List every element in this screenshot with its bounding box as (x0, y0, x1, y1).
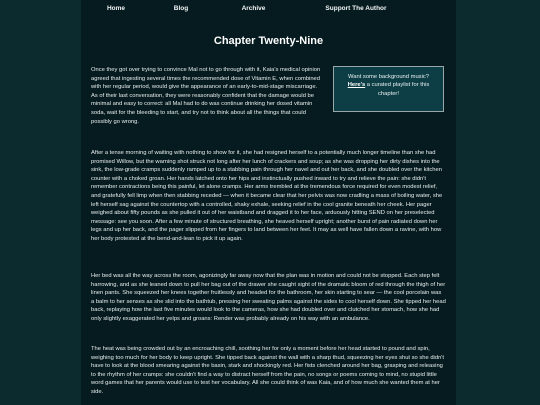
nav-home-link[interactable]: Home (106, 5, 126, 12)
paragraph-3: Her bed was all the way across the room, agonizingly far away now that the plan was in motion and could not be stopped. Each step felt harrowing, and as she leaned down to pull her bag out of the drawer she caught sight of the dramatic bloom of red through the thigh of her linen pants. She squeezed her knees together fruitlessly and headed for the bathroom, her skin starting to sear — the cool porcelain was a balm to her senses as she slid into the bathtub, pressing her sweating palms against the sides to cool herself down. She tipped her head back, replaying how the last five minutes would look to the cameras, how she had doubled over and clutched her stomach, how she had only slightly exaggerated her yelps and groans: Render was probably already on his way with an ambulance. (91, 273, 446, 322)
top-nav (81, 0, 456, 17)
chapter-title: Chapter Twenty-Nine (213, 35, 324, 47)
page-container (81, 0, 456, 405)
callout-question: Want some background music? (348, 74, 429, 80)
paragraph-2: After a tense morning of waiting with nothing to show for it, she had resigned herself to a potentially much longer timeline than she had promised Willow, but the warning shot struck not long after her lunch of crackers and soup; as she was dropping her dirty dishes into the sink, the low-grade cramps suddenly ramped up to a stabbing pain through her navel and out her back, and she doubled over the kitchen counter with a choked groan. Her hands latched onto her hips and instinctually pushed inward to try and relieve the pain: she didn't remember contractions being this painful, let alone cramps. Her arms trembled at the tremendous force required for even modest relief, and gratefully fell limp when then stabbing receded — when it became clear that her pelvis was now cradling a mass of boiling water, she left herself sag against the countertop with a controlled, shaky exhale, seeking relief in the cool granite beneath her cheek. Her pager weighed about fifty pounds as she pulled it out of her waistband and dragged it to her face, arduously hitting SEND on her preselected message: see you soon. After a few minute of structured breathing, she heaved herself upright; another burst of pain radiated down her legs and up her back, and the pager slipped from her fingers to land between her feet. It may as well have fallen down a ravine, with how her body protested at the bend-and-lean to pick it up again. (91, 150, 443, 242)
paragraph-1: Once they got over trying to convince Mal not to go through with it, Kaia's medical opinion agreed that ingesting several times the recommended dose of Vitamin E, when combined with her regular period, would give the appearance of an early-to-mid-stage miscarriage. As of their last conversation, they were reasonably confident that the damage would be minimal and easy to correct: all Mal had to do was continue drinking her dosed vitamin soda, wait for the bleeding to start, and try not to think about all the things that could possibly go wrong. (91, 67, 321, 125)
nav-support-link[interactable]: Support The Author (325, 5, 387, 12)
nav-archive-link[interactable]: Archive (241, 5, 266, 12)
playlist-callout (333, 66, 444, 112)
callout-text: a curated playlist for this chapter! (365, 82, 430, 97)
playlist-link[interactable]: Here's (347, 82, 366, 89)
nav-blog-link[interactable]: Blog (173, 5, 189, 12)
paragraph-4: The heat was being crowded out by an encroaching chill, soothing her for only a moment before her head started to pound and spin, weighing too much for her body to keep upright. She tipped back against the wall with a sharp thud, squeezing her eyes shut so she didn't have to look at the blood smearing against the basin, stark and shockingly red. Her fists clenched around her bag, grasping and releasing to the rhythm of her cramps: she couldn't find a way to distract herself from the pain, no songs or poems coming to mind, no stupid little word games that her parents would use to test her vocabulary. All she could think of was Kaia, and of how much she wanted them at her side. (91, 346, 445, 395)
